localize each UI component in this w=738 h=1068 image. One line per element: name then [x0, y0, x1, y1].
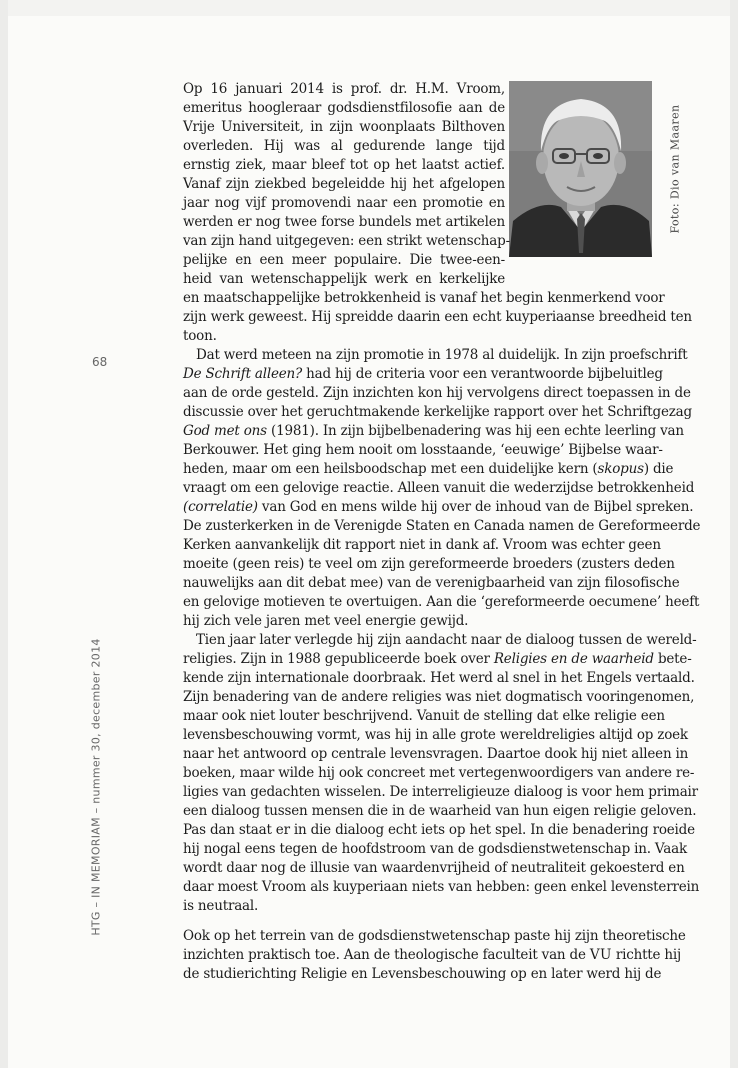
text-line: Tien jaar later verlegde hij zijn aandacht naar de dialoog tussen de wereld-	[196, 632, 697, 648]
text-line: Op 16 januari 2014 is prof. dr. H.M. Vroom,	[183, 81, 505, 97]
italic-title: De Schrift alleen?	[183, 366, 303, 382]
text-line: Pas dan staat er in die dialoog echt iets op het spel. In die benadering roeide	[183, 822, 695, 838]
text-line: en gelovige motieven te overtuigen. Aan die ‘gereformeerde oecumene’ heeft	[183, 594, 700, 610]
text-line: De zusterkerken in de Verenigde Staten en Canada namen de Gereformeerde	[183, 518, 701, 534]
text-line: overleden. Hij was al gedurende lange tijd	[183, 138, 505, 154]
text-line: de studierichting Religie en Levensbeschouwing op en later werd hij de	[183, 966, 662, 982]
italic-title: Religies en de waarheid	[493, 651, 654, 667]
page-number: 68	[92, 355, 108, 369]
text-line: hij nogal eens tegen de hoofdstroom van de godsdienstwetenschap in. Vaak	[183, 841, 687, 857]
text-line: pelijke en een meer populaire. Die twee-een-	[183, 252, 505, 268]
italic-term: (correlatie)	[183, 499, 258, 515]
text-line: moeite (geen reis) te veel om zijn gereformeerde broeders (zusters deden	[183, 556, 675, 572]
text-line: ernstig ziek, maar bleef tot op het laatst actief.	[183, 157, 505, 173]
text-line: God met ons (1981). In zijn bijbelbenadering was hij een echte leerling van	[183, 423, 684, 439]
italic-term: skopus	[597, 461, 644, 477]
text-line: inzichten praktisch toe. Aan de theologische faculteit van de VU richtte hij	[183, 947, 682, 963]
paragraph-4	[183, 927, 686, 984]
text-line: en maatschappelijke betrokkenheid is vanaf het begin kenmerkend voor	[183, 290, 665, 306]
text-line: Kerken aanvankelijk dit rapport niet in dank af. Vroom was echter geen	[183, 537, 661, 553]
text-line: emeritus hoogleraar godsdienstfilosofie aan de	[183, 100, 505, 116]
text-line: (correlatie) van God en mens wilde hij over de inhoud van de Bijbel spreken.	[183, 499, 694, 515]
scan-edge-top	[8, 0, 730, 16]
text-line: religies. Zijn in 1988 gepubliceerde boek over Religies en de waarheid bete-	[183, 651, 692, 667]
text-line: daar moest Vroom als kuyperiaan niets van hebben: geen enkel levensterrein	[183, 879, 700, 895]
paragraph-2	[183, 346, 701, 631]
text-line: wordt daar nog de illusie van waardenvrijheid of neutraliteit gekoesterd en	[183, 860, 685, 876]
text-line: boeken, maar wilde hij ook concreet met vertegenwoordigers van andere re-	[183, 765, 695, 781]
text-line: hij zich vele jaren met veel energie gewijd.	[183, 613, 469, 629]
text-line: toon.	[183, 328, 217, 344]
scan-edge-left	[0, 0, 8, 1068]
text-line: werden er nog twee forse bundels met artikelen	[183, 214, 505, 230]
text-line: kende zijn internationale doorbraak. Het werd al snel in het Engels vertaald.	[183, 670, 695, 686]
text-line: Vanaf zijn ziekbed begeleidde hij het afgelopen	[183, 176, 505, 192]
running-head: HTG – IN MEMORIAM – nummer 30, december 2014	[89, 638, 103, 936]
text-line: van zijn hand uitgegeven: een strikt wetenschap-	[183, 233, 510, 249]
scan-edge-right	[730, 0, 738, 1068]
text-line: Ook op het terrein van de godsdienstwetenschap paste hij zijn theoretische	[183, 928, 686, 944]
text-line: een dialoog tussen mensen die in de waarheid van hun eigen religie geloven.	[183, 803, 697, 819]
text-line: heid van wetenschappelijk werk en kerkelijke	[183, 271, 505, 287]
text-line: Berkouwer. Het ging hem nooit om losstaande, ‘eeuwige’ Bijbelse waar-	[183, 442, 663, 458]
text-line: aan de orde gesteld. Zijn inzichten kon hij vervolgens direct toepassen in de	[183, 385, 691, 401]
text-line: De Schrift alleen? had hij de criteria voor een verantwoorde bijbeluitleg	[183, 366, 663, 382]
text-line: zijn werk geweest. Hij spreidde daarin een echt kuyperiaanse breedheid ten	[183, 309, 692, 325]
text-line: naar het antwoord op centrale levensvragen. Daartoe dook hij niet alleen in	[183, 746, 689, 762]
text-line: Dat werd meteen na zijn promotie in 1978 al duidelijk. In zijn proefschrift	[196, 347, 688, 363]
paragraph-3	[183, 631, 700, 916]
text-line: Vrije Universiteit, in zijn woonplaats Bilthoven	[183, 119, 505, 135]
italic-title: God met ons	[183, 423, 267, 439]
text-line: maar ook niet louter beschrijvend. Vanuit de stelling dat elke religie een	[183, 708, 665, 724]
text-line: Zijn benadering van de andere religies was niet dogmatisch vooringenomen,	[183, 689, 695, 705]
text-line: discussie over het geruchtmakende kerkelijke rapport over het Schriftgezag	[183, 404, 692, 420]
text-line: vraagt om een gelovige reactie. Alleen vanuit die wederzijdse betrokkenheid	[183, 480, 695, 496]
text-line: nauwelijks aan dit debat mee) van de verenigbaarheid van zijn filosofische	[183, 575, 680, 591]
small-caps-abbreviation: VU	[589, 947, 612, 963]
photo-credit: Foto: Dio van Maaren	[668, 104, 682, 234]
text-line: is neutraal.	[183, 898, 259, 914]
text-line: ligies van gedachten wisselen. De interreligieuze dialoog is voor hem primair	[183, 784, 698, 800]
text-line: levensbeschouwing vormt, was hij in alle grote wereldreligies altijd op zoek	[183, 727, 688, 743]
text-line: heden, maar om een heilsboodschap met een duidelijke kern (skopus) die	[183, 461, 674, 477]
text-line: jaar nog vijf promovendi naar een promotie en	[183, 195, 505, 211]
